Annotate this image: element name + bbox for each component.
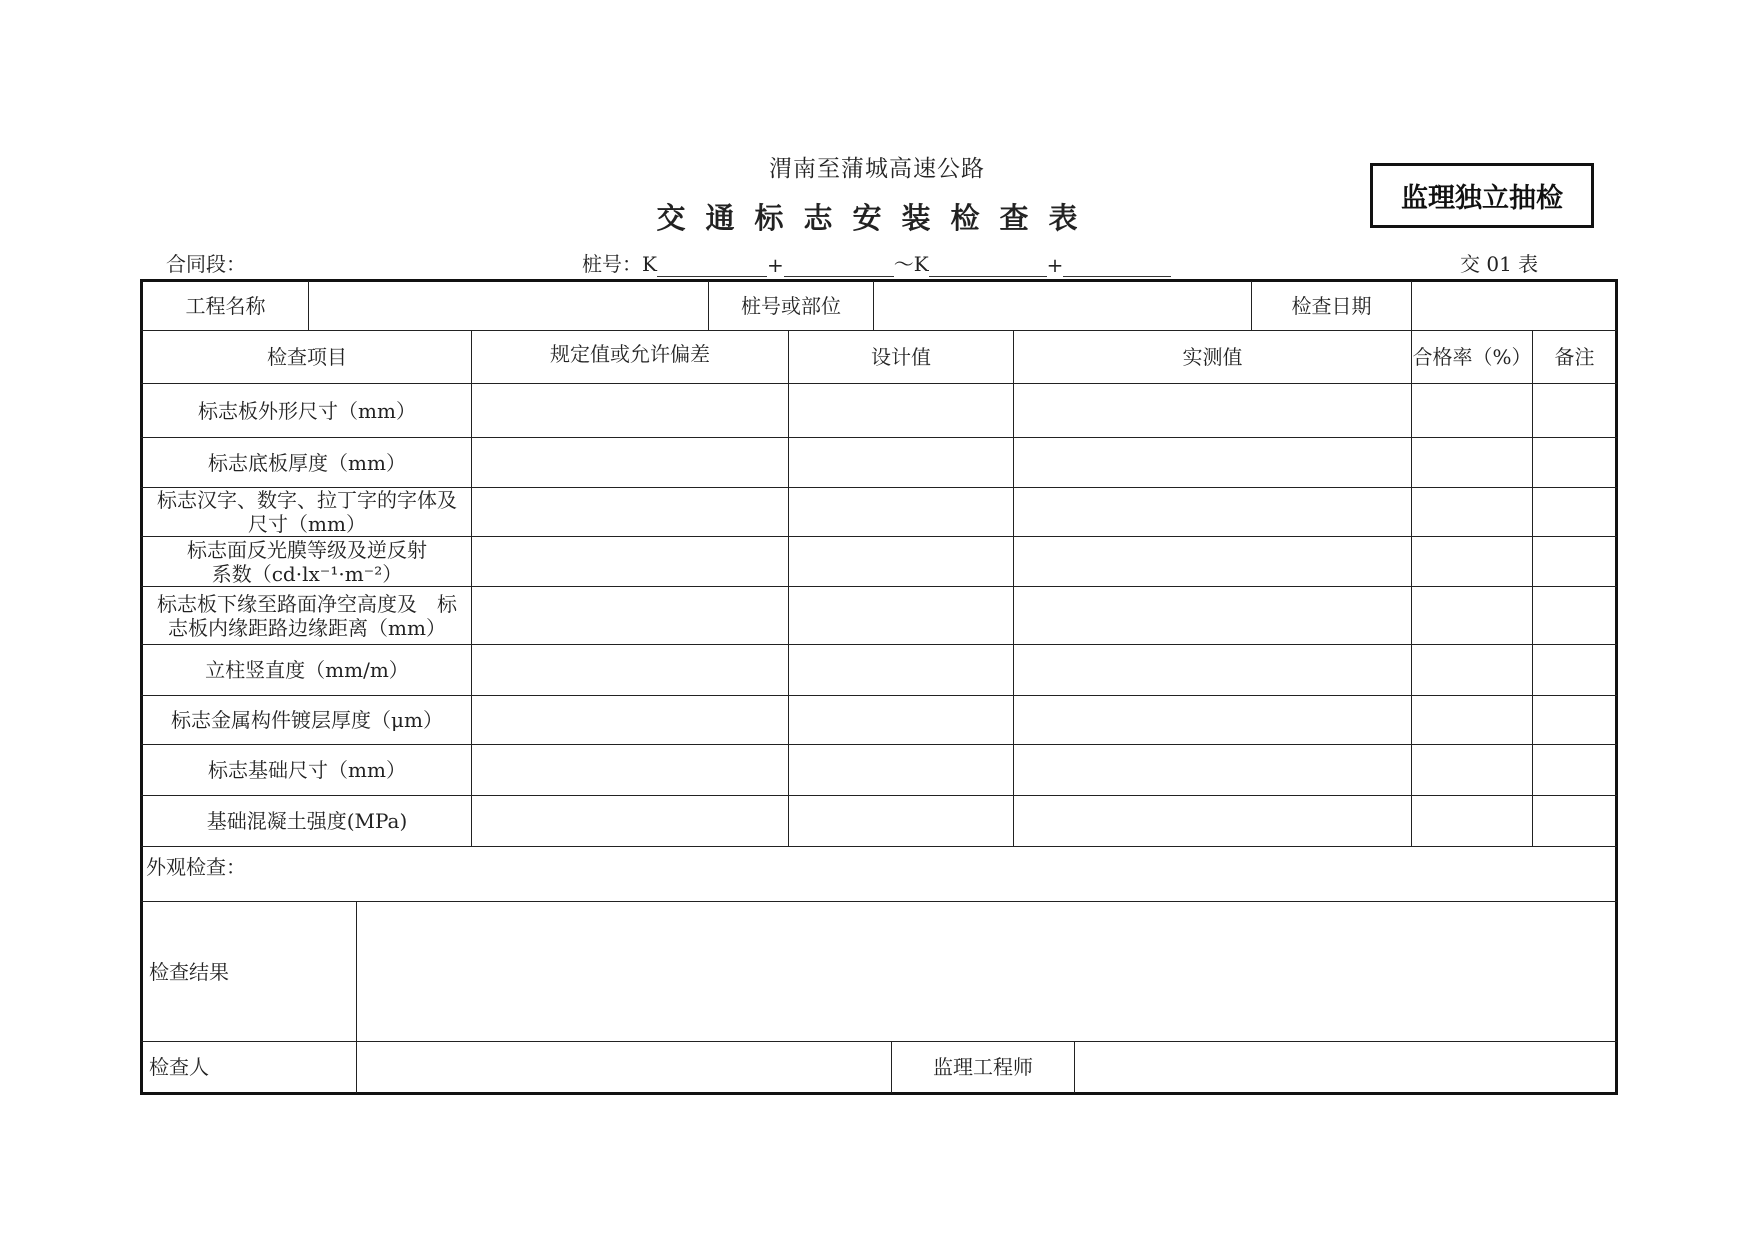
header-remark: 备注 xyxy=(1554,345,1595,369)
pile-or-part-label: 桩号或部位 xyxy=(741,294,841,318)
item-row-label xyxy=(143,696,471,744)
item-line-2: 尺寸（mm） xyxy=(248,512,366,536)
pile-end-km-blank[interactable] xyxy=(929,255,1047,277)
item-line-1: 标志底板厚度（mm） xyxy=(208,450,406,475)
supervisor-label: 监理工程师 xyxy=(933,1055,1033,1079)
supervision-stamp: 监理独立抽检 xyxy=(1370,163,1594,228)
contract-section-label: 合同段： xyxy=(166,252,246,276)
header-pass-rate: 合格率（%） xyxy=(1412,345,1532,369)
item-row-label xyxy=(143,537,471,586)
item-line-1: 标志面反光膜等级及逆反射 xyxy=(187,537,427,562)
check-date-label: 检查日期 xyxy=(1291,294,1372,318)
pile-or-part-field[interactable] xyxy=(874,282,1251,330)
item-line-1: 标志金属构件镀层厚度（μm） xyxy=(171,708,443,732)
item-line-1: 立柱竖直度（mm/m） xyxy=(205,658,409,682)
item-row-label xyxy=(143,645,471,695)
document-title: 交通标志安装检查表 xyxy=(656,201,1098,235)
item-row-label xyxy=(143,796,471,846)
item-row-label xyxy=(143,488,471,536)
item-row-label xyxy=(143,384,471,437)
project-name-label: 工程名称 xyxy=(185,294,266,318)
appearance-check-label: 外观检查： xyxy=(146,855,246,879)
form-number: 交 01 表 xyxy=(1460,252,1539,276)
item-line-1: 基础混凝土强度(MPa) xyxy=(206,809,408,833)
inspector-field[interactable] xyxy=(357,1042,891,1092)
pile-start-km-blank[interactable] xyxy=(657,255,767,277)
item-row-label xyxy=(143,587,471,644)
item-line-2: 系数（cd·lx⁻¹·m⁻²） xyxy=(211,561,403,586)
pile-tilde: ～K xyxy=(893,252,929,276)
item-line-1: 标志汉字、数字、拉丁字的字体及 xyxy=(157,488,457,512)
header-design-value: 设计值 xyxy=(871,345,931,369)
item-line-1: 标志板下缘至路面净空高度及 标 xyxy=(157,591,457,616)
header-measured-value: 实测值 xyxy=(1182,345,1243,369)
col-line xyxy=(471,330,472,846)
pile-plus-2: + xyxy=(1046,253,1064,277)
col-line xyxy=(1411,330,1412,846)
item-row-label xyxy=(143,745,471,795)
supervisor-field[interactable] xyxy=(1075,1042,1616,1092)
project-name-field[interactable] xyxy=(309,282,708,330)
item-line-1: 标志板外形尺寸（mm） xyxy=(198,398,416,423)
item-line-1: 标志基础尺寸（mm） xyxy=(208,758,406,782)
col-line xyxy=(1532,330,1533,846)
item-line-2: 志板内缘距路边缘距离（mm） xyxy=(168,615,446,640)
inspection-result-field[interactable] xyxy=(357,902,1616,1041)
item-row-label xyxy=(143,438,471,487)
pile-plus-1: + xyxy=(766,253,784,277)
col-line xyxy=(1013,330,1014,846)
pile-start-m-blank[interactable] xyxy=(784,255,894,277)
inspection-result-label: 检查结果 xyxy=(149,959,229,984)
pile-end-m-blank[interactable] xyxy=(1063,255,1171,277)
inspector-label: 检查人 xyxy=(149,1055,209,1079)
header-inspection-item: 检查项目 xyxy=(267,345,347,369)
header-spec-tolerance: 规定值或允许偏差 xyxy=(550,342,710,366)
pile-number-line xyxy=(582,248,1171,277)
check-date-field[interactable] xyxy=(1412,282,1616,330)
pile-label: 桩号：K xyxy=(582,252,657,276)
col-line xyxy=(788,330,789,846)
document-subtitle: 渭南至蒲城高速公路 xyxy=(769,156,985,182)
